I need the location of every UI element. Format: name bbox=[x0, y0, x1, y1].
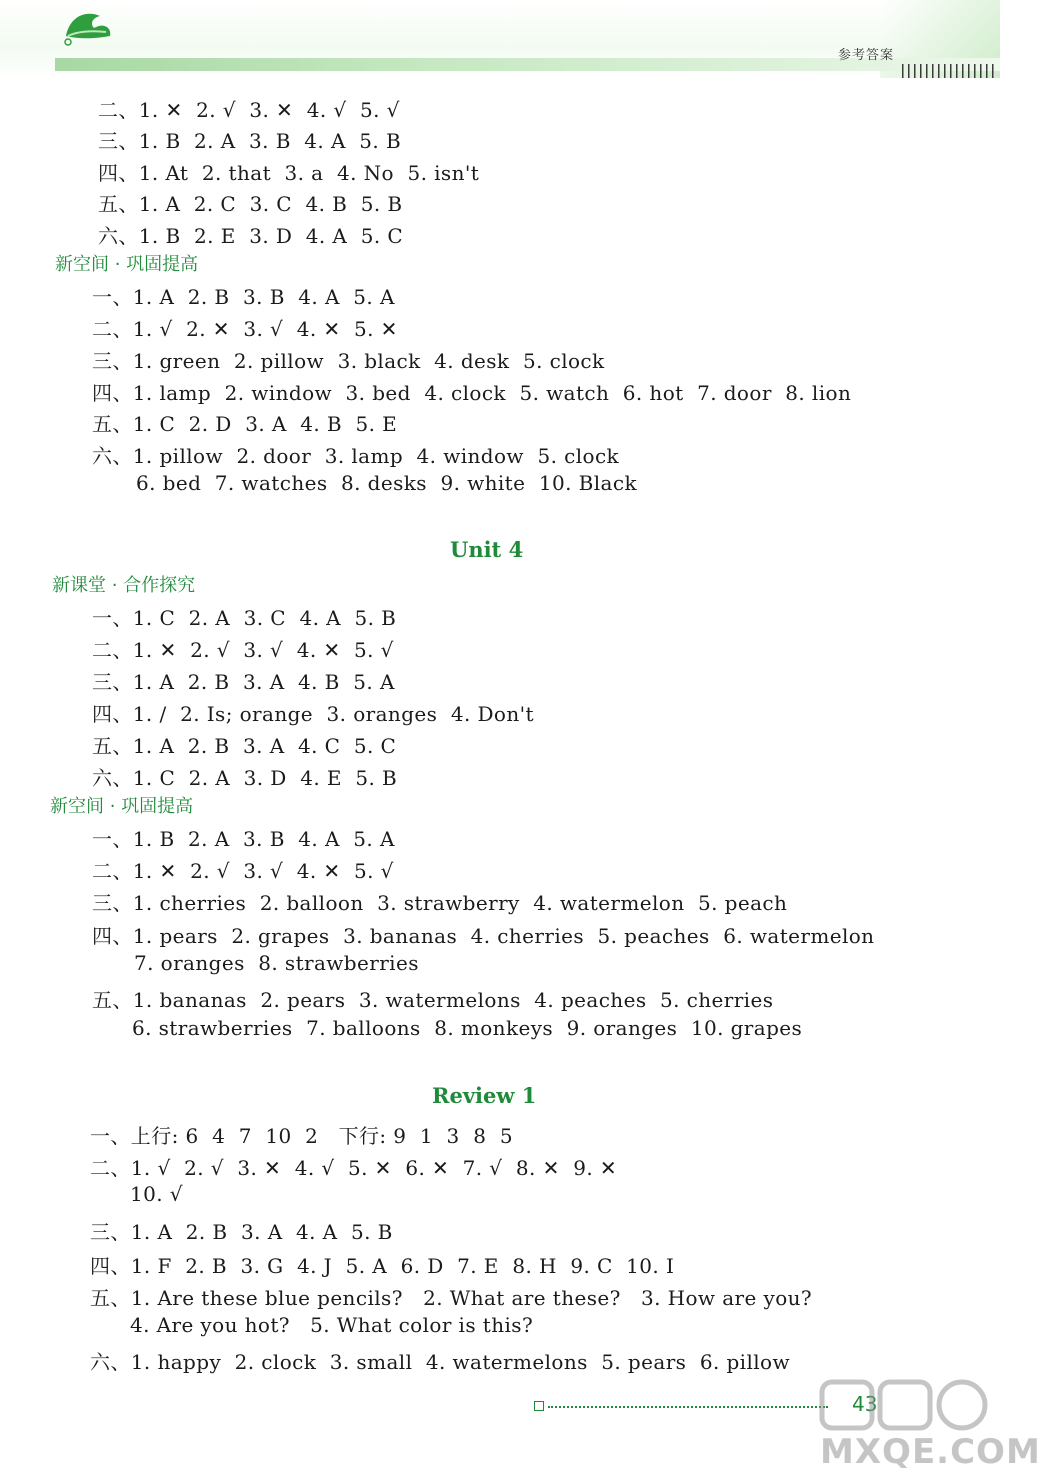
answer-line: 四、1. / 2. Is; orange 3. oranges 4. Don't bbox=[92, 702, 534, 726]
section-heading: 新空间 · 巩固提高 bbox=[55, 254, 199, 275]
answer-line: 三、1. B 2. A 3. B 4. A 5. B bbox=[98, 129, 402, 153]
answer-line: 一、1. A 2. B 3. B 4. A 5. A bbox=[92, 285, 395, 309]
answer-line: 四、1. pears 2. grapes 3. bananas 4. cherries 5. peaches 6. watermelon bbox=[92, 924, 875, 948]
footer-square-icon bbox=[534, 1401, 544, 1411]
unit-title: Review 1 bbox=[432, 1083, 537, 1108]
answer-line: 六、1. happy 2. clock 3. small 4. watermelons 5. pears 6. pillow bbox=[90, 1350, 791, 1374]
header-label: 参考答案 bbox=[838, 48, 895, 63]
answer-line: 二、1. ✕ 2. √ 3. ✕ 4. √ 5. √ bbox=[98, 98, 400, 122]
answer-line: 二、1. ✕ 2. √ 3. √ 4. ✕ 5. √ bbox=[92, 638, 394, 662]
answer-line: 三、1. A 2. B 3. A 4. B 5. A bbox=[92, 670, 395, 694]
answer-line: 10. √ bbox=[130, 1182, 183, 1206]
answer-line: 四、1. F 2. B 3. G 4. J 5. A 6. D 7. E 8. H 9. C 10. I bbox=[90, 1254, 675, 1278]
answer-line: 二、1. ✕ 2. √ 3. √ 4. ✕ 5. √ bbox=[92, 859, 394, 883]
answer-line: 4. Are you hot? 5. What color is this? bbox=[130, 1313, 534, 1337]
answer-line: 五、1. A 2. B 3. A 4. C 5. C bbox=[92, 734, 397, 758]
answer-line: 一、1. C 2. A 3. C 4. A 5. B bbox=[92, 606, 397, 630]
answer-line: 六、1. C 2. A 3. D 4. E 5. B bbox=[92, 766, 398, 790]
answer-line: 四、1. At 2. that 3. a 4. No 5. isn't bbox=[98, 161, 480, 185]
answer-line: 四、1. lamp 2. window 3. bed 4. clock 5. watch 6. hot 7. door 8. lion bbox=[92, 381, 852, 405]
answer-line: 二、1. √ 2. √ 3. ✕ 4. √ 5. ✕ 6. ✕ 7. √ 8. ✕ 9. ✕ bbox=[90, 1156, 618, 1180]
answer-line: 六、1. pillow 2. door 3. lamp 4. window 5. clock bbox=[92, 444, 620, 468]
answer-line: 六、1. B 2. E 3. D 4. A 5. C bbox=[98, 224, 404, 248]
watermark-text: MXQE.COM bbox=[820, 1432, 1041, 1472]
answer-line: 五、1. C 2. D 3. A 4. B 5. E bbox=[92, 412, 398, 436]
section-heading: 新空间 · 巩固提高 bbox=[50, 796, 194, 817]
page-number: 43 bbox=[852, 1392, 878, 1416]
answer-line: 一、上行: 6 4 7 10 2 下行: 9 1 3 8 5 bbox=[90, 1124, 513, 1148]
unit-title: Unit 4 bbox=[450, 537, 524, 562]
watermark-logo-icon bbox=[820, 1378, 990, 1434]
answer-line: 五、1. Are these blue pencils? 2. What are these? 3. How are you? bbox=[90, 1286, 813, 1310]
section-heading: 新课堂 · 合作探究 bbox=[52, 575, 196, 596]
header-tick-marks bbox=[902, 64, 998, 78]
answer-line: 五、1. bananas 2. pears 3. watermelons 4. peaches 5. cherries bbox=[92, 988, 774, 1012]
answer-line: 6. strawberries 7. balloons 8. monkeys 9. oranges 10. grapes bbox=[132, 1016, 803, 1040]
answer-line: 二、1. √ 2. ✕ 3. √ 4. ✕ 5. ✕ bbox=[92, 317, 398, 341]
answer-line: 五、1. A 2. C 3. C 4. B 5. B bbox=[98, 192, 403, 216]
answer-line: 三、1. A 2. B 3. A 4. A 5. B bbox=[90, 1220, 393, 1244]
footer-dotted-rule bbox=[548, 1406, 828, 1410]
answer-line: 三、1. cherries 2. balloon 3. strawberry 4. watermelon 5. peach bbox=[92, 891, 788, 915]
answer-line: 7. oranges 8. strawberries bbox=[134, 951, 419, 975]
answer-line: 6. bed 7. watches 8. desks 9. white 10. Black bbox=[136, 471, 637, 495]
leaf-logo-icon bbox=[60, 6, 116, 50]
answer-line: 三、1. green 2. pillow 3. black 4. desk 5. clock bbox=[92, 349, 605, 373]
answer-line: 一、1. B 2. A 3. B 4. A 5. A bbox=[92, 827, 395, 851]
